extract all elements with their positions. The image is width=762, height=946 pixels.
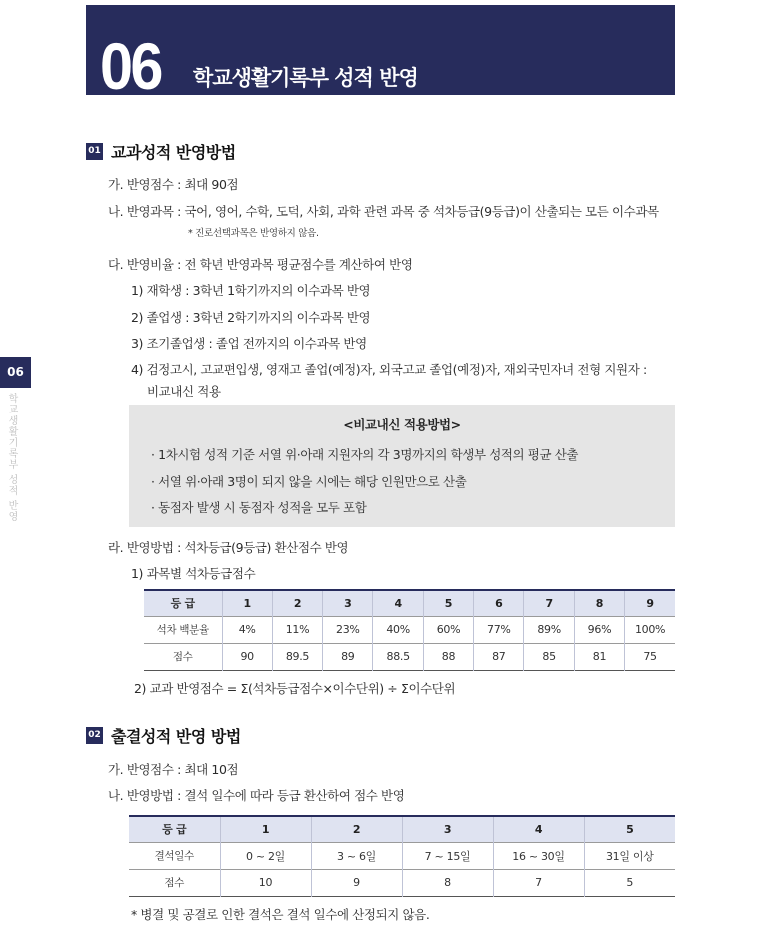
grade-header: 5 — [423, 590, 473, 616]
box-item: · 1차시험 성적 기준 서열 위·아래 지원자의 각 3명까지의 학생부 성적의 평균 산출 — [151, 447, 579, 462]
chapter-number: 06 — [100, 29, 161, 103]
row-label: 점수 — [172, 651, 193, 663]
attendance-table — [129, 815, 675, 897]
table-header-row — [144, 590, 675, 616]
table-header-label: 등 급 — [162, 823, 187, 837]
method-sub-item: 1) 과목별 석차등급점수 — [131, 566, 256, 581]
box-item: · 서열 위·아래 3명이 되지 않을 시에는 해당 인원만으로 산출 — [151, 474, 467, 489]
table-cell: 16 ~ 30일 — [493, 842, 584, 869]
box-title: <비교내신 적용방법> — [343, 417, 461, 432]
ratio-sub-item-continued: 비교내신 적용 — [147, 384, 221, 399]
grade-header: 6 — [474, 590, 524, 616]
ratio-sub-item: 4) 검정고시, 고교편입생, 영재고 졸업(예정)자, 외국고교 졸업(예정)자, 재외국민자녀 전형 지원자 : — [131, 362, 647, 377]
table-row — [144, 616, 675, 643]
table-cell: 3 ~ 6일 — [311, 842, 402, 869]
table-cell: 23% — [323, 616, 373, 643]
section-heading — [86, 725, 241, 745]
row-label: 점수 — [164, 877, 185, 889]
table-cell: 10 — [220, 869, 311, 896]
table-cell: 90 — [222, 643, 272, 670]
formula-line: 2) 교과 반영점수 = Σ(석차등급점수×이수단위) ÷ Σ이수단위 — [134, 681, 456, 696]
ratio-sub-item: 3) 조기졸업생 : 졸업 전까지의 이수과목 반영 — [131, 336, 367, 351]
grade-header: 5 — [584, 816, 675, 842]
grade-header: 8 — [574, 590, 624, 616]
grade-header: 3 — [402, 816, 493, 842]
grade-header: 1 — [222, 590, 272, 616]
box-item: · 동점자 발생 시 동점자 성적을 모두 포함 — [151, 500, 367, 515]
ratio-sub-item: 2) 졸업생 : 3학년 2학기까지의 이수과목 반영 — [131, 310, 371, 325]
ratio-sub-item: 1) 재학생 : 3학년 1학기까지의 이수과목 반영 — [131, 283, 371, 298]
table-cell: 31일 이상 — [584, 842, 675, 869]
table-cell: 11% — [272, 616, 322, 643]
table-cell: 40% — [373, 616, 423, 643]
item-method: 라. 반영방법 : 석차등급(9등급) 환산점수 반영 — [108, 540, 349, 555]
grade-header: 9 — [625, 590, 675, 616]
item-subjects-note: * 진로선택과목은 반영하지 않음. — [188, 228, 319, 239]
item-method: 나. 반영방법 : 결석 일수에 따라 등급 환산하여 점수 반영 — [108, 788, 405, 803]
row-label: 석차 백분율 — [156, 624, 209, 636]
table-header-label: 등 급 — [170, 597, 195, 611]
table-cell: 9 — [311, 869, 402, 896]
table-cell: 100% — [625, 616, 675, 643]
item-score: 가. 반영점수 : 최대 10점 — [108, 762, 239, 777]
table-cell: 87 — [474, 643, 524, 670]
grade-header: 2 — [311, 816, 402, 842]
grade-header: 4 — [493, 816, 584, 842]
table-cell: 4% — [222, 616, 272, 643]
table-cell: 5 — [584, 869, 675, 896]
grade-header: 3 — [323, 590, 373, 616]
table-row — [129, 842, 675, 869]
item-subjects: 나. 반영과목 : 국어, 영어, 수학, 도덕, 사회, 과학 관련 과목 중 석차등급(9등급)이 산출되는 모든 이수과목 — [108, 204, 659, 219]
section-heading — [86, 141, 236, 161]
table-cell: 0 ~ 2일 — [220, 842, 311, 869]
grade-header: 2 — [272, 590, 322, 616]
row-label: 결석일수 — [154, 850, 194, 862]
table-cell: 88 — [423, 643, 473, 670]
section-number-badge: 02 — [86, 727, 103, 744]
table-header-row — [129, 816, 675, 842]
table-cell: 8 — [402, 869, 493, 896]
table-cell: 75 — [625, 643, 675, 670]
table-row — [129, 869, 675, 896]
table-row — [144, 643, 675, 670]
section-number-badge: 01 — [86, 143, 103, 160]
item-ratio: 다. 반영비율 : 전 학년 반영과목 평균점수를 계산하여 반영 — [108, 257, 413, 272]
side-chapter-tab: 06 — [0, 357, 31, 388]
table-cell: 89.5 — [272, 643, 322, 670]
grade-header: 4 — [373, 590, 423, 616]
grade-header: 7 — [524, 590, 574, 616]
section-title: 출결성적 반영 방법 — [111, 726, 241, 746]
chapter-title: 학교생활기록부 성적 반영 — [193, 66, 418, 90]
table-cell: 89% — [524, 616, 574, 643]
grade-header: 1 — [220, 816, 311, 842]
table-cell: 85 — [524, 643, 574, 670]
table-cell: 81 — [574, 643, 624, 670]
item-score: 가. 반영점수 : 최대 90점 — [108, 177, 239, 192]
table-cell: 7 ~ 15일 — [402, 842, 493, 869]
footnote: * 병결 및 공결로 인한 결석은 결석 일수에 산정되지 않음. — [131, 907, 430, 922]
section-title: 교과성적 반영방법 — [111, 142, 236, 162]
side-chapter-label: 학교생활기록부 성적 반영 — [6, 393, 17, 523]
chapter-header — [86, 5, 675, 103]
table-cell: 60% — [423, 616, 473, 643]
grade-score-table — [144, 589, 675, 671]
table-cell: 89 — [323, 643, 373, 670]
table-cell: 96% — [574, 616, 624, 643]
comparison-grading-box — [129, 405, 675, 527]
table-cell: 7 — [493, 869, 584, 896]
table-cell: 77% — [474, 616, 524, 643]
table-cell: 88.5 — [373, 643, 423, 670]
